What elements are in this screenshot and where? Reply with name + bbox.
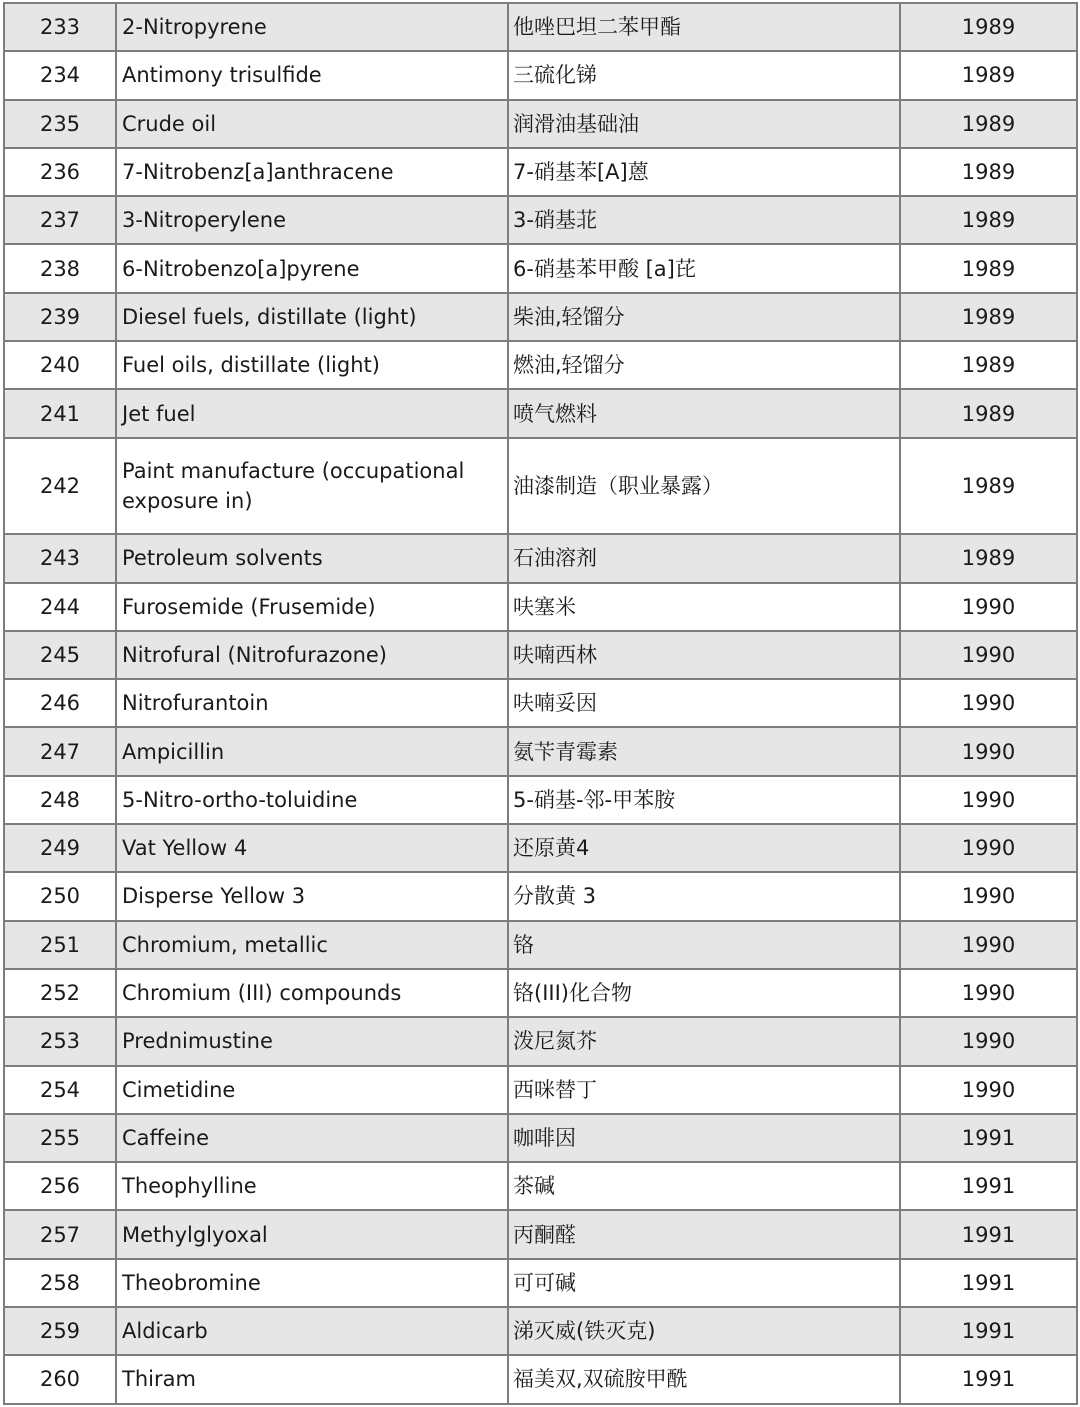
agent-name-chinese: 石油溶剂 xyxy=(508,534,900,582)
table-row xyxy=(4,1210,1077,1258)
agent-name-english: Fuel oils, distillate (light) xyxy=(116,341,508,389)
classification-year: 1990 xyxy=(900,1066,1077,1114)
row-number: 259 xyxy=(4,1307,116,1355)
classification-year: 1991 xyxy=(900,1162,1077,1210)
row-number: 258 xyxy=(4,1259,116,1307)
classification-year: 1991 xyxy=(900,1210,1077,1258)
classification-year: 1990 xyxy=(900,776,1077,824)
agent-name-chinese: 福美双,双硫胺甲酰 xyxy=(508,1355,900,1403)
agent-name-chinese: 咖啡因 xyxy=(508,1114,900,1162)
table-row xyxy=(4,1114,1077,1162)
table-row xyxy=(4,534,1077,582)
row-number: 250 xyxy=(4,872,116,920)
classification-year: 1990 xyxy=(900,872,1077,920)
row-number: 248 xyxy=(4,776,116,824)
row-number: 247 xyxy=(4,727,116,775)
row-number: 240 xyxy=(4,341,116,389)
row-number: 257 xyxy=(4,1210,116,1258)
classification-year: 1990 xyxy=(900,921,1077,969)
agent-name-chinese: 油漆制造（职业暴露） xyxy=(508,438,900,535)
agent-name-english: Paint manufacture (occupational exposure in) xyxy=(116,438,508,535)
agent-name-english: 2-Nitropyrene xyxy=(116,3,508,51)
table-row xyxy=(4,921,1077,969)
classification-year: 1989 xyxy=(900,244,1077,292)
row-number: 235 xyxy=(4,100,116,148)
agent-name-chinese: 铬(III)化合物 xyxy=(508,969,900,1017)
agent-name-chinese: 涕灭威(铁灭克) xyxy=(508,1307,900,1355)
agent-name-chinese: 丙酮醛 xyxy=(508,1210,900,1258)
agent-name-chinese: 燃油,轻馏分 xyxy=(508,341,900,389)
row-number: 237 xyxy=(4,196,116,244)
agent-name-english: Petroleum solvents xyxy=(116,534,508,582)
table-row xyxy=(4,583,1077,631)
row-number: 242 xyxy=(4,438,116,535)
agent-name-english: Crude oil xyxy=(116,100,508,148)
agent-name-english: Nitrofural (Nitrofurazone) xyxy=(116,631,508,679)
agent-name-english: Disperse Yellow 3 xyxy=(116,872,508,920)
agent-name-english: 5-Nitro-ortho-toluidine xyxy=(116,776,508,824)
row-number: 244 xyxy=(4,583,116,631)
classification-year: 1990 xyxy=(900,1017,1077,1065)
table-row xyxy=(4,1259,1077,1307)
classification-year: 1991 xyxy=(900,1259,1077,1307)
classification-year: 1990 xyxy=(900,679,1077,727)
agent-name-english: Prednimustine xyxy=(116,1017,508,1065)
agent-name-english: Cimetidine xyxy=(116,1066,508,1114)
table-row xyxy=(4,727,1077,775)
agent-name-english: Chromium, metallic xyxy=(116,921,508,969)
table-row xyxy=(4,389,1077,437)
table-row xyxy=(4,196,1077,244)
row-number: 236 xyxy=(4,148,116,196)
agent-name-english: Caffeine xyxy=(116,1114,508,1162)
classification-year: 1990 xyxy=(900,583,1077,631)
agent-name-chinese: 铬 xyxy=(508,921,900,969)
agent-name-english: 3-Nitroperylene xyxy=(116,196,508,244)
agent-name-chinese: 6-硝基苯甲酸 [a]芘 xyxy=(508,244,900,292)
row-number: 241 xyxy=(4,389,116,437)
table-row xyxy=(4,824,1077,872)
classification-year: 1990 xyxy=(900,824,1077,872)
agent-name-english: Vat Yellow 4 xyxy=(116,824,508,872)
row-number: 245 xyxy=(4,631,116,679)
agent-name-chinese: 喷气燃料 xyxy=(508,389,900,437)
agent-name-english: Thiram xyxy=(116,1355,508,1403)
agent-name-english: Theophylline xyxy=(116,1162,508,1210)
table-row xyxy=(4,679,1077,727)
row-number: 254 xyxy=(4,1066,116,1114)
agent-name-chinese: 呋塞米 xyxy=(508,583,900,631)
row-number: 255 xyxy=(4,1114,116,1162)
row-number: 256 xyxy=(4,1162,116,1210)
agent-name-chinese: 呋喃西林 xyxy=(508,631,900,679)
agent-name-chinese: 茶碱 xyxy=(508,1162,900,1210)
row-number: 246 xyxy=(4,679,116,727)
table-row xyxy=(4,776,1077,824)
classification-year: 1989 xyxy=(900,341,1077,389)
agent-name-english: Antimony trisulfide xyxy=(116,51,508,99)
classification-year: 1989 xyxy=(900,3,1077,51)
agent-name-chinese: 他唑巴坦二苯甲酯 xyxy=(508,3,900,51)
agent-name-chinese: 西咪替丁 xyxy=(508,1066,900,1114)
classification-year: 1989 xyxy=(900,100,1077,148)
agent-name-english: Aldicarb xyxy=(116,1307,508,1355)
row-number: 251 xyxy=(4,921,116,969)
row-number: 233 xyxy=(4,3,116,51)
agent-name-chinese: 可可碱 xyxy=(508,1259,900,1307)
table-row xyxy=(4,969,1077,1017)
table-row xyxy=(4,1162,1077,1210)
table-row xyxy=(4,100,1077,148)
agent-name-english: Ampicillin xyxy=(116,727,508,775)
agent-name-english: Diesel fuels, distillate (light) xyxy=(116,293,508,341)
agent-name-chinese: 三硫化锑 xyxy=(508,51,900,99)
classification-year: 1989 xyxy=(900,196,1077,244)
table-row xyxy=(4,3,1077,51)
table-row xyxy=(4,51,1077,99)
agent-name-english: Theobromine xyxy=(116,1259,508,1307)
row-number: 238 xyxy=(4,244,116,292)
classification-year: 1990 xyxy=(900,631,1077,679)
row-number: 252 xyxy=(4,969,116,1017)
table-row xyxy=(4,1307,1077,1355)
row-number: 260 xyxy=(4,1355,116,1403)
agent-name-english: Nitrofurantoin xyxy=(116,679,508,727)
agent-name-english: 7-Nitrobenz[a]anthracene xyxy=(116,148,508,196)
table-row xyxy=(4,1066,1077,1114)
table-row xyxy=(4,293,1077,341)
classification-year: 1990 xyxy=(900,969,1077,1017)
classification-year: 1991 xyxy=(900,1307,1077,1355)
classification-year: 1991 xyxy=(900,1114,1077,1162)
table-row xyxy=(4,148,1077,196)
agent-name-chinese: 泼尼氮芥 xyxy=(508,1017,900,1065)
row-number: 239 xyxy=(4,293,116,341)
agent-name-english: Jet fuel xyxy=(116,389,508,437)
agent-name-chinese: 3-硝基苝 xyxy=(508,196,900,244)
classification-year: 1991 xyxy=(900,1355,1077,1403)
agent-name-english: 6-Nitrobenzo[a]pyrene xyxy=(116,244,508,292)
agent-name-chinese: 氨苄青霉素 xyxy=(508,727,900,775)
agent-name-chinese: 呋喃妥因 xyxy=(508,679,900,727)
carcinogen-table xyxy=(3,2,1078,1405)
classification-year: 1989 xyxy=(900,438,1077,535)
agent-name-english: Furosemide (Frusemide) xyxy=(116,583,508,631)
row-number: 249 xyxy=(4,824,116,872)
table-row xyxy=(4,438,1077,535)
agent-name-english: Chromium (III) compounds xyxy=(116,969,508,1017)
agent-name-english: Methylglyoxal xyxy=(116,1210,508,1258)
agent-name-chinese: 分散黄 3 xyxy=(508,872,900,920)
agent-name-chinese: 5-硝基-邻-甲苯胺 xyxy=(508,776,900,824)
agent-name-chinese: 柴油,轻馏分 xyxy=(508,293,900,341)
classification-year: 1990 xyxy=(900,727,1077,775)
table-row xyxy=(4,631,1077,679)
table-row xyxy=(4,872,1077,920)
table-row xyxy=(4,1017,1077,1065)
agent-name-chinese: 7-硝基苯[A]蒽 xyxy=(508,148,900,196)
carcinogen-table-wrapper xyxy=(3,2,1076,1405)
classification-year: 1989 xyxy=(900,148,1077,196)
classification-year: 1989 xyxy=(900,534,1077,582)
classification-year: 1989 xyxy=(900,389,1077,437)
agent-name-chinese: 还原黄4 xyxy=(508,824,900,872)
table-row xyxy=(4,244,1077,292)
agent-name-chinese: 润滑油基础油 xyxy=(508,100,900,148)
row-number: 253 xyxy=(4,1017,116,1065)
row-number: 234 xyxy=(4,51,116,99)
classification-year: 1989 xyxy=(900,51,1077,99)
table-row xyxy=(4,341,1077,389)
classification-year: 1989 xyxy=(900,293,1077,341)
table-row xyxy=(4,1355,1077,1403)
row-number: 243 xyxy=(4,534,116,582)
